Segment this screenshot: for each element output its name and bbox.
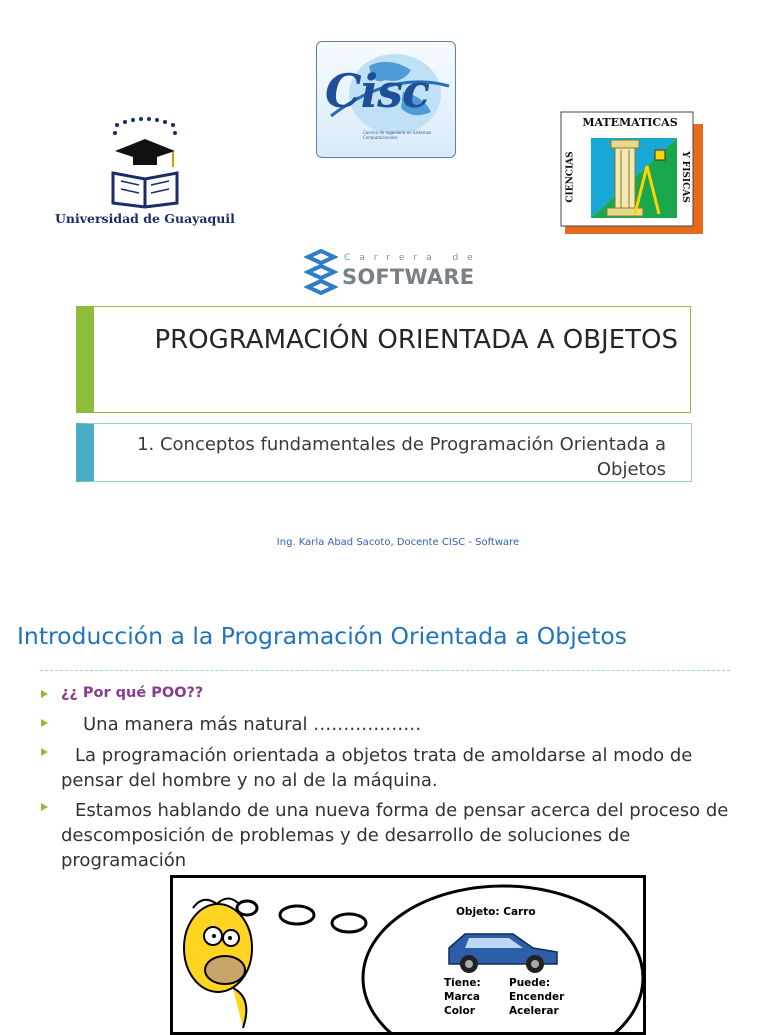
cisc-tagline: Carrera de Ingeniería en Sistemas Computacionales bbox=[363, 130, 432, 140]
cisc-logo bbox=[316, 41, 456, 158]
y-fisicas-label: Y FISICAS bbox=[679, 151, 690, 203]
bullet-why-oop: ¿¿ Por qué POO?? bbox=[61, 685, 204, 701]
puede-heading: Puede: bbox=[509, 977, 551, 989]
carrera-de-software-logo bbox=[304, 249, 484, 295]
bullet-arrow-icon bbox=[41, 803, 48, 811]
bullet-new-way-of-thinking: Estamos hablando de una nueva forma de pensar acerca del proceso de descomposición de problemas y de desarrollo de soluciones de programación bbox=[61, 800, 729, 871]
university-name: Universidad de Guayaquil bbox=[55, 211, 235, 226]
cisc-wordmark: Cisc bbox=[325, 64, 429, 118]
puede-method: Encender bbox=[509, 991, 565, 1003]
heading-divider bbox=[40, 670, 730, 671]
tiene-heading: Tiene: bbox=[444, 977, 481, 989]
cover-footer: Ing. Karla Abad Sacoto, Docente CISC - Software bbox=[276, 537, 520, 548]
tiene-column bbox=[444, 976, 481, 1018]
ciencias-label: CIENCIAS bbox=[565, 151, 576, 203]
bullet-oop-mindset: La programación orientada a objetos trata de amoldarse al modo de pensar del hombre y no al de la máquina. bbox=[61, 745, 693, 791]
puede-column bbox=[509, 976, 564, 1018]
software-chevron-icon bbox=[304, 249, 338, 295]
cover-title-box bbox=[76, 306, 691, 413]
slide-heading: Introducción a la Programación Orientada a Objetos bbox=[17, 622, 628, 650]
carrera-de-label: Carrera de bbox=[344, 253, 482, 263]
bullet-natural-way: Una manera más natural ……………… bbox=[83, 714, 422, 735]
cover-subtitle: 1. Conceptos fundamentales de Programación Orientada a Objetos bbox=[137, 434, 666, 480]
cover-subtitle-box bbox=[76, 423, 692, 482]
object-title: Objeto: Carro bbox=[456, 906, 536, 918]
bullet-arrow-icon bbox=[41, 719, 48, 727]
tiene-attribute: Marca bbox=[444, 991, 481, 1003]
bullet-arrow-icon bbox=[41, 690, 48, 698]
universidad-de-guayaquil-logo bbox=[55, 115, 240, 230]
graduation-cap-book-icon bbox=[55, 115, 240, 210]
software-wordmark: SOFTWARE bbox=[342, 265, 475, 289]
puede-method: Acelerar bbox=[509, 1005, 559, 1017]
cover-title: PROGRAMACIÓN ORIENTADA A OBJETOS bbox=[154, 325, 678, 355]
tiene-attribute: Color bbox=[444, 1005, 475, 1017]
object-thought-figure bbox=[170, 875, 646, 1035]
ciencias-matematicas-fisicas-logo bbox=[559, 110, 705, 235]
bullet-arrow-icon bbox=[41, 748, 48, 756]
thinking-character-illustration bbox=[173, 878, 646, 1035]
matematicas-label: MATEMATICAS bbox=[582, 116, 678, 129]
